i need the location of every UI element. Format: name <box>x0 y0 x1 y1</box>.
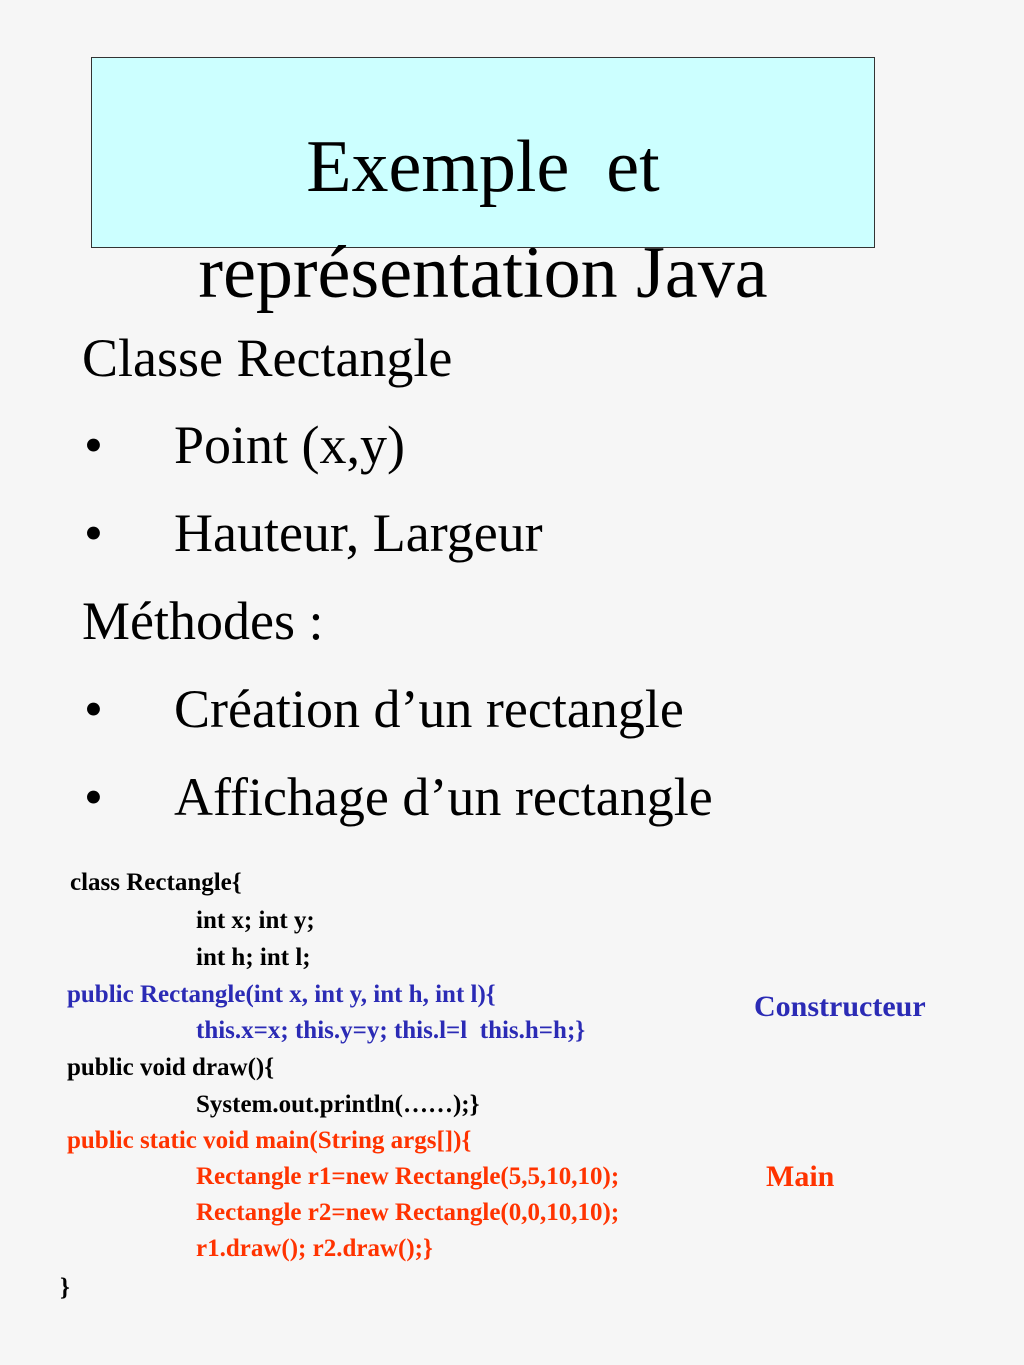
code-line: public static void main(String args[]){ <box>67 1127 472 1154</box>
method-item-create: Création d’un rectangle <box>174 679 684 739</box>
constructor-label: Constructeur <box>754 990 926 1023</box>
main-label: Main <box>766 1160 835 1193</box>
code-line: System.out.println(……);} <box>196 1091 480 1118</box>
code-line: this.x=x; this.y=y; this.l=l this.h=h;} <box>196 1017 586 1044</box>
class-item-dimensions: Hauteur, Largeur <box>174 503 543 563</box>
method-item-display: Affichage d’un rectangle <box>174 767 713 827</box>
bullet-icon: • <box>84 415 103 475</box>
code-line: } <box>60 1274 70 1301</box>
code-line: public Rectangle(int x, int y, int h, int l){ <box>67 981 496 1008</box>
slide-title-box <box>91 57 875 314</box>
bullet-icon: • <box>84 767 103 827</box>
slide-title-line-2: représentation Java <box>198 232 768 314</box>
code-line: int h; int l; <box>196 944 311 971</box>
code-line: r1.draw(); r2.draw();} <box>196 1235 433 1262</box>
class-item-point: Point (x,y) <box>174 415 406 475</box>
code-line: class Rectangle{ <box>70 869 242 896</box>
methods-heading: Méthodes : <box>82 591 324 651</box>
code-line: int x; int y; <box>196 907 315 934</box>
slide-title-line-1: Exemple et <box>306 126 660 208</box>
bullet-icon: • <box>84 679 103 739</box>
class-heading: Classe Rectangle <box>82 328 453 388</box>
code-line: public void draw(){ <box>67 1054 275 1081</box>
code-line: Rectangle r2=new Rectangle(0,0,10,10); <box>196 1199 620 1226</box>
bullet-icon: • <box>84 503 103 563</box>
code-line: Rectangle r1=new Rectangle(5,5,10,10); <box>196 1163 620 1190</box>
